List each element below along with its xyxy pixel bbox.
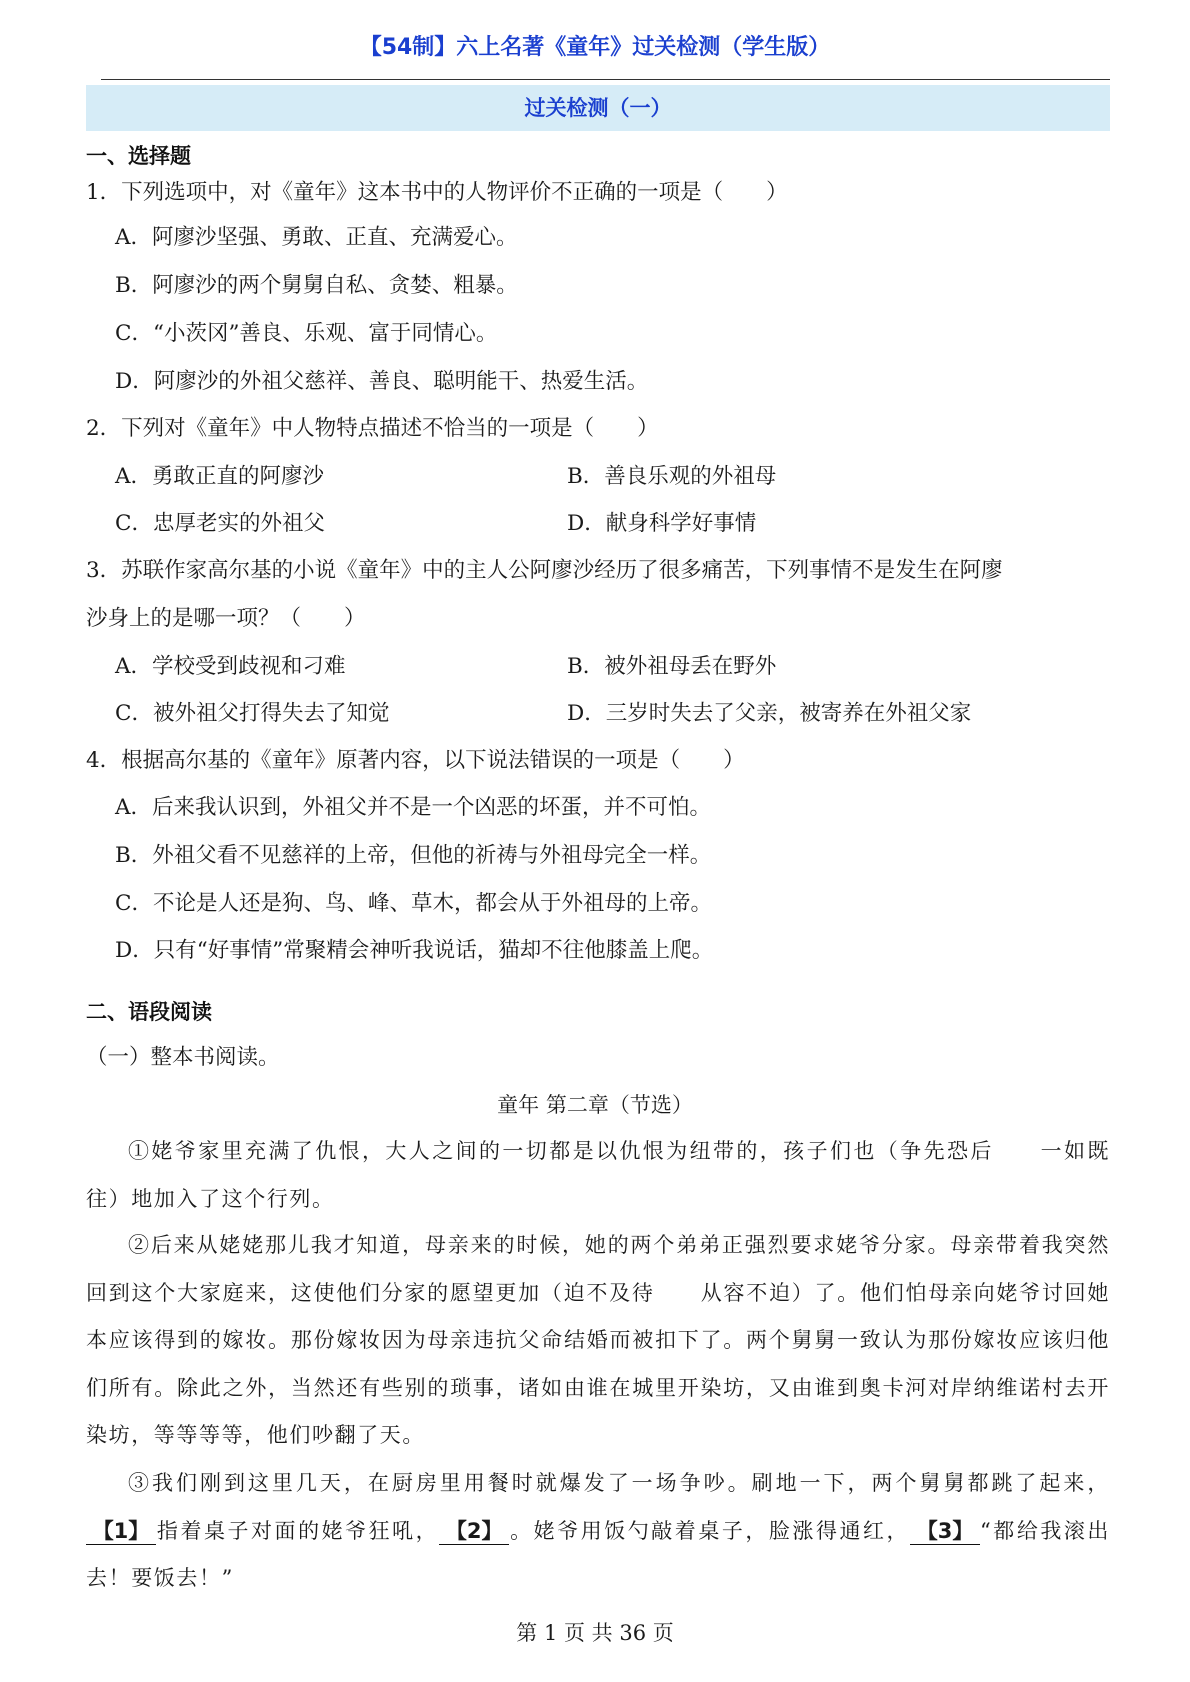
question-3-option-a: A．学校受到歧视和刁难 [115,654,346,679]
question-1-option-d: D．阿廖沙的外祖父慈祥、善良、聪明能干、热爱生活。 [115,369,649,394]
title-divider [101,79,1110,80]
question-2-option-b: B．善良乐观的外祖母 [567,464,777,489]
question-2-option-c: C．忠厚老实的外祖父 [115,511,325,536]
part2-heading: 二、语段阅读 [86,1000,212,1024]
part1-heading: 一、选择题 [86,144,191,168]
question-3-option-b: B．被外祖母丢在野外 [567,654,777,679]
passage-title: 童年 第二章（节选） [497,1093,693,1117]
paragraph-3-text-b: 指着桌子对面的姥爷狂吼， [156,1518,440,1543]
part2-subheading: （一）整本书阅读。 [86,1045,280,1070]
question-2-stem: 2．下列对《童年》中人物特点描述不恰当的一项是（ ） [86,416,659,441]
question-3-stem-line-1: 3．苏联作家高尔基的小说《童年》中的主人公阿廖沙经历了很多痛苦，下列事情不是发生在阿廖 [86,558,1003,583]
question-3-option-d: D．三岁时失去了父亲，被寄养在外祖父家 [567,701,972,726]
question-4-option-a: A．后来我认识到，外祖父并不是一个凶恶的坏蛋，并不可怕。 [115,795,712,820]
document-title: 【54制】六上名著《童年》过关检测（学生版） [359,35,831,60]
question-4-option-b: B．外祖父看不见慈祥的上帝，但他的祈祷与外祖母完全一样。 [115,843,712,868]
paragraph-3-text-c: 。姥爷用饭勺敲着桌子，脸涨得通红， [509,1518,911,1543]
paragraph-2-text-a: ②后来从姥姥那儿我才知道，母亲来的时候，她的两个弟弟正强烈要求姥爷分家。母亲带着我突然回到这个大家庭来，这使他们分家的愿望更加（迫不及待 [86,1233,1110,1305]
question-4-option-d: D．只有“好事情”常聚精会神听我说话，猫却不往他膝盖上爬。 [115,938,714,963]
question-2-option-a: A．勇敢正直的阿廖沙 [115,464,325,489]
question-1-option-c: C．“小茨冈”善良、乐观、富于同情心。 [115,321,498,346]
question-4-option-c: C．不论是人还是狗、鸟、峰、草木，都会从于外祖母的上帝。 [115,891,712,916]
question-3-stem-line-2: 沙身上的是哪一项？（ ） [86,606,366,631]
question-1-stem: 1．下列选项中，对《童年》这本书中的人物评价不正确的一项是（ ） [86,180,788,205]
question-3-option-c: C．被外祖父打得失去了知觉 [115,701,390,726]
question-4-stem: 4．根据高尔基的《童年》原著内容，以下说法错误的一项是（ ） [86,748,745,773]
paragraph-3-text-d: “都给我滚出去！要饭去！” [86,1518,1111,1590]
blank-3[interactable]: 【3】 [910,1518,980,1545]
paragraph-1-text-a: ①姥爷家里充满了仇恨，大人之间的一切都是以仇恨为纽带的，孩子们也（争先恐后 [128,1139,994,1163]
paragraph-3-text-a: ③我们刚到这里几天，在厨房里用餐时就爆发了一场争吵。刷地一下，两个舅舅都跳了起来， [128,1471,1110,1495]
paragraph-1-text-b: 一如既往）地加入了这个行列。 [86,1139,1110,1211]
question-1-option-b: B．阿廖沙的两个舅舅自私、贪婪、粗暴。 [115,273,518,298]
blank-1[interactable]: 【1】 [86,1518,156,1545]
page-footer: 第 1 页 共 36 页 [516,1621,674,1645]
passage-paragraph-3 [86,1460,1110,1603]
question-1-option-a: A．阿廖沙坚强、勇敢、正直、充满爱心。 [115,225,518,250]
section-banner: 过关检测（一） [86,85,1110,131]
passage-paragraph-1 [86,1128,1110,1223]
paragraph-2-text-b: 从容不迫）了。他们怕母亲向姥爷讨回她本应该得到的嫁妆。那份嫁妆因为母亲违抗父命结婚而被扣下了。两个舅舅一致认为那份嫁妆应该归他们所有。除此之外，当然还有些别的琐事，诸如由谁在城里开染坊，又由谁到奥卡河对岸纳维诺村去开染坊，等等等等，他们吵翻了天。 [86,1280,1110,1447]
question-2-option-d: D．献身科学好事情 [567,511,757,536]
passage-paragraph-2 [86,1222,1110,1460]
blank-2[interactable]: 【2】 [439,1518,509,1545]
